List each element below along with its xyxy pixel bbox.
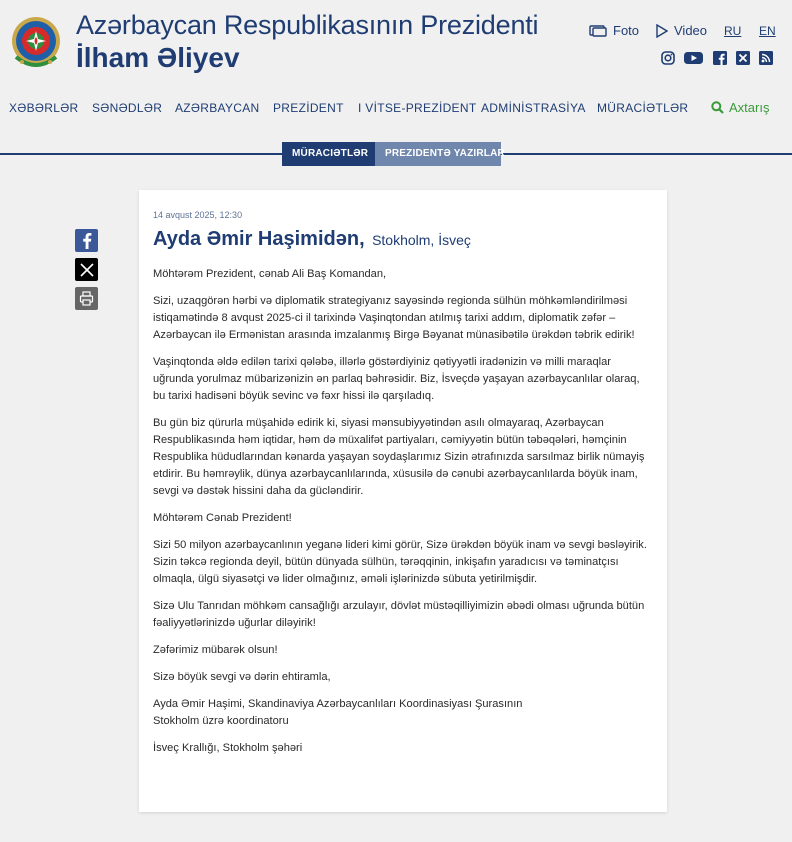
x-icon[interactable] [736,51,750,65]
facebook-icon[interactable] [713,51,727,65]
print-icon [79,291,94,306]
nav-item-administrasiya[interactable]: ADMİNİSTRASİYA [481,101,586,115]
search-button[interactable] [711,100,769,115]
camera-icon [589,24,607,37]
nav-item-azerbaycan[interactable]: AZƏRBAYCAN [175,101,260,115]
main-nav [0,101,792,117]
letter-card [139,190,667,812]
facebook-icon [80,232,93,249]
play-icon [656,24,668,38]
video-link[interactable] [656,23,707,38]
video-label: Video [674,23,708,38]
author-location: Stokholm, İsveç [372,232,471,248]
youtube-icon[interactable] [684,51,703,65]
paragraph: İsveç Krallığı, Stokholm şəhəri [153,742,303,754]
signature: Ayda Əmir Haşimi, Skandinaviya Azərbaycanlıları Koordinasiyası Şurasının Stokholm üzrə koordinatoru [153,698,523,727]
lang-ru-link[interactable]: RU [724,24,742,38]
search-label: Axtarış [729,100,770,115]
foto-link[interactable] [589,23,639,38]
nav-item-vitse-prezident[interactable]: I VİTSE-PREZİDENT [358,101,477,115]
paragraph: Sizə böyük sevgi və dərin ehtiramla, [153,671,331,683]
paragraph: Bu gün biz qürurla müşahidə edirik ki, siyasi mənsubiyyətindən asılı olmayaraq, Azərbaycan Respublikasında həm iqtidar, həm də müxalifət partiyaları, cəmiyyətin bütün təbəqələri, həmçinin Respublika hüdudlarından kənarda yaşayan soydaşlarımız Sizin ətrafınızda sarsılmaz birlik nümayiş etdirir. Bu həmrəylik, dünya azərbaycanlılarında, xüsusilə də cənubi azərbaycanlılarda böyük inam, sevgi və dəstək hissini daha da gücləndirir. [153,417,645,497]
paragraph: Sizi 50 milyon azərbaycanlının yeganə lideri kimi görür, Sizə ürəkdən böyük inam və sevgi bəsləyirik. Sizin təkcə regionda deyil, bütün dünyada sülhün, tərəqqinin, inkişafın yaradıcısı və təminatçısı olmaqla, ülgü siyasətçi və lider olmağınız, əməli işlərinizdə sübuta yetirilmişdir. [153,539,647,585]
article-date: 14 avqust 2025, 12:30 [153,210,243,220]
x-icon [79,262,95,278]
search-icon [711,101,724,114]
section-tabs [282,142,505,166]
foto-label: Foto [613,23,640,38]
paragraph: Sizi, uzaqgörən hərbi və diplomatik strategiyanız sayəsində regionda sülhün möhkəmləndirilməsi istiqamətində 8 avqust 2025-ci il tarixində Vaşinqtondan atılmış tarixi addım, diplomatik zəfər – Azərbaycan ilə Ermənistan arasında imzalanmış Birgə Bəyanat münasibətilə ürəkdən təbrik edirik! [153,295,635,341]
site-title[interactable]: Azərbaycan Respublikasının Prezidenti [76,10,539,40]
tab-muracietler[interactable]: MÜRACIƏTLƏR [282,142,375,166]
paragraph: Vaşinqtonda əldə edilən tarixi qələbə, illərlə göstərdiyiniz qətiyyətli iradənizin və milli maraqlar uğrunda yorulmaz mübarizənizin ən parlaq bəhrəsidir. Biz, İsveçdə yaşayan azərbaycanlılar olaraq, bu tarixi hadisəni böyük sevinc və fəxr hissi ilə qarşıladıq. [153,356,640,402]
nav-item-senedler[interactable]: SƏNƏDLƏR [92,101,163,115]
tab-prezidente-yazirlar[interactable]: PREZIDENTƏ YAZIRLAR [375,142,501,166]
article-author [153,228,471,251]
author-name: Ayda Əmir Haşimidən, [153,228,365,250]
paragraph: Möhtərəm Prezident, cənab Ali Baş Komandan, [153,268,387,280]
president-name[interactable]: İlham Əliyev [76,42,240,73]
nav-item-xeberler[interactable]: XƏBƏRLƏR [9,101,79,115]
nav-item-prezident[interactable]: PREZİDENT [273,101,344,115]
paragraph: Zəfərimiz mübarək olsun! [153,644,278,656]
share-facebook-button[interactable] [75,229,98,252]
share-x-button[interactable] [75,258,98,281]
paragraph: Möhtərəm Cənab Prezident! [153,512,292,524]
site-header [0,0,792,155]
paragraph: Sizə Ulu Tanrıdan möhkəm cansağlığı arzulayır, dövlət müstəqilliyimizin əbədi olması uğrunda bütün fəaliyyətlərinizdə uğurlar diləyirik! [153,600,645,629]
lang-en-link[interactable]: EN [759,24,776,38]
emblem-icon[interactable] [10,12,62,74]
instagram-icon[interactable] [661,51,675,65]
nav-item-muracietler[interactable]: MÜRACİƏTLƏR [597,101,689,115]
rss-icon[interactable] [759,51,773,65]
letter-body [153,266,653,767]
print-button[interactable] [75,287,98,310]
